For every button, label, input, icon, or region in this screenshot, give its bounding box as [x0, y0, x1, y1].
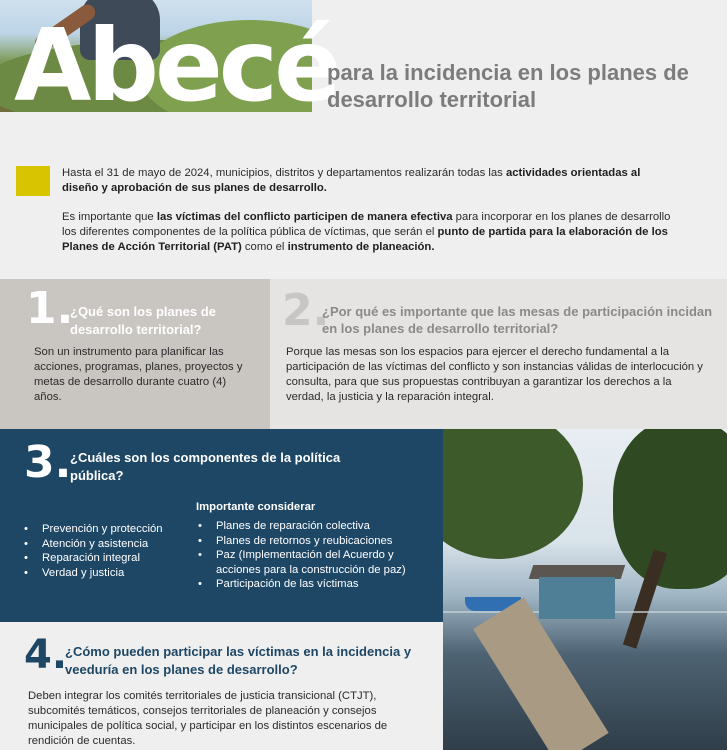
page-subtitle: para la incidencia en los planes de desarrollo territorial	[327, 60, 689, 112]
list-item: • Planes de reparación colectiva	[198, 519, 428, 534]
bold-text: instrumento de planeación.	[287, 241, 435, 253]
list-item: • Reparación integral	[24, 551, 174, 566]
text-run: para incorporar en los planes de desarrollo los diferentes componentes de la política pública de víctimas, que serán el	[62, 211, 671, 238]
section-number: 3.	[24, 437, 72, 488]
list-item: • Participación de las víctimas	[198, 577, 428, 592]
bold-text: las víctimas del conflicto participen de manera efectiva	[156, 211, 453, 223]
section-question: ¿Cuáles son los componentes de la política pública?	[70, 450, 341, 483]
text-run: Hasta el 31 de mayo de 2024, municipios, distritos y departamentos realizarán todas las	[62, 167, 506, 179]
important-list	[198, 519, 428, 592]
section-1	[0, 279, 270, 429]
section-3	[0, 429, 443, 622]
bold-text: actividades orientadas al diseño y aprobación de sus planes de desarrollo.	[62, 167, 641, 194]
section-number: 1.	[26, 283, 74, 334]
list-item: • Planes de retornos y reubicaciones	[198, 534, 428, 549]
section-2	[270, 279, 727, 429]
yellow-marker	[16, 166, 50, 196]
section-question: ¿Qué son los planes de desarrollo territorial?	[70, 304, 216, 337]
list-item: • Verdad y justicia	[24, 566, 174, 581]
components-list	[24, 522, 174, 580]
intro-text	[62, 166, 674, 269]
section-number: 4.	[24, 632, 68, 678]
intro-paragraph-1	[62, 166, 674, 196]
text-run: Es importante que	[62, 211, 157, 223]
section-answer: Son un instrumento para planificar las acciones, programas, planes, proyectos y metas de desarrollo durante cuatro (4) años.	[34, 346, 243, 403]
list-item: • Atención y asistencia	[24, 537, 174, 552]
text-run: como el	[241, 241, 288, 253]
page-title: Abecé	[14, 7, 338, 124]
list-item: • Prevención y protección	[24, 522, 174, 537]
important-title: Importante considerar	[196, 501, 316, 513]
section-number: 2.	[282, 285, 330, 336]
list-item: • Paz (Implementación del Acuerdo y acciones para la construcción de paz)	[198, 548, 428, 577]
section-answer: Deben integrar los comités territoriales de justicia transicional (CTJT), subcomités temáticos, consejos territoriales de planeación y consejos municipales de política social, y participar en los distintos escenarios de rendición de cuentas.	[28, 690, 388, 747]
bold-text: punto de partida para la elaboración de los Planes de Acción Territorial (PAT)	[62, 226, 668, 253]
intro-paragraph-2	[62, 210, 674, 255]
section-answer: Porque las mesas son los espacios para ejercer el derecho fundamental a la participación de las víctimas del conflicto y son instancias válidas de interlocución y consulta, para que sus propuestas contribuyan a garantizar los derechos a la verdad, la justicia y la reparación integral.	[286, 346, 703, 403]
river-house-photo	[443, 429, 727, 750]
section-question: ¿Cómo pueden participar las víctimas en la incidencia y veeduría en los planes de desarrollo?	[65, 644, 412, 677]
section-question: ¿Por qué es importante que las mesas de participación incidan en los planes de desarrollo territorial?	[322, 304, 713, 336]
